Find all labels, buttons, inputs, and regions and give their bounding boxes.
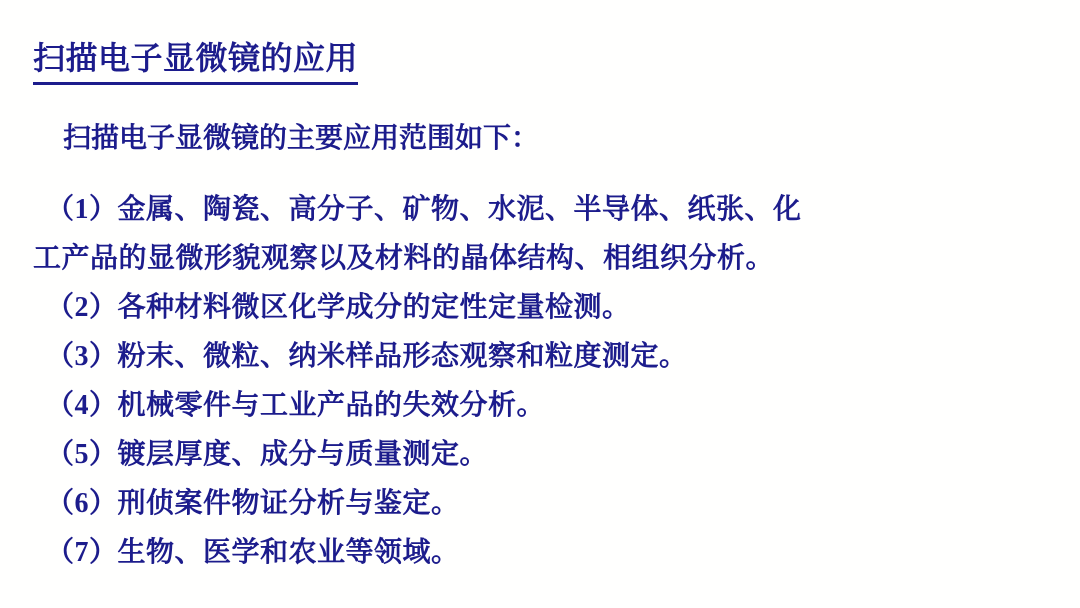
applications-list [33, 185, 1040, 577]
list-item-1-line-1: （1）金属、陶瓷、高分子、矿物、水泥、半导体、纸张、化 [46, 194, 802, 225]
list-item-3-line-1: （3）粉末、微粒、纳米样品形态观察和粒度测定。 [46, 341, 688, 372]
list-item-2-line-1: （2）各种材料微区化学成分的定性定量检测。 [46, 292, 631, 323]
list-item-3 [33, 332, 1040, 381]
list-item-5-line-1: （5）镀层厚度、成分与质量测定。 [46, 439, 489, 470]
list-item-6 [33, 479, 1040, 528]
list-item-1-line-2: 工产品的显微形貌观察以及材料的晶体结构、相组织分析。 [33, 243, 775, 274]
list-item-4 [33, 381, 1040, 430]
list-item-2 [33, 283, 1040, 332]
list-item-4-line-1: （4）机械零件与工业产品的失效分析。 [46, 390, 546, 421]
slide-title-row [33, 38, 1040, 85]
list-item-5 [33, 430, 1040, 479]
slide-title: 扫描电子显微镜的应用 [33, 38, 358, 85]
list-item-6-line-1: （6）刑侦案件物证分析与鉴定。 [46, 488, 460, 519]
intro-text: 扫描电子显微镜的主要应用范围如下： [63, 123, 540, 154]
list-item-7-line-1: （7）生物、医学和农业等领域。 [46, 537, 460, 568]
list-item-7 [33, 528, 1040, 577]
list-item-1 [33, 185, 1040, 283]
